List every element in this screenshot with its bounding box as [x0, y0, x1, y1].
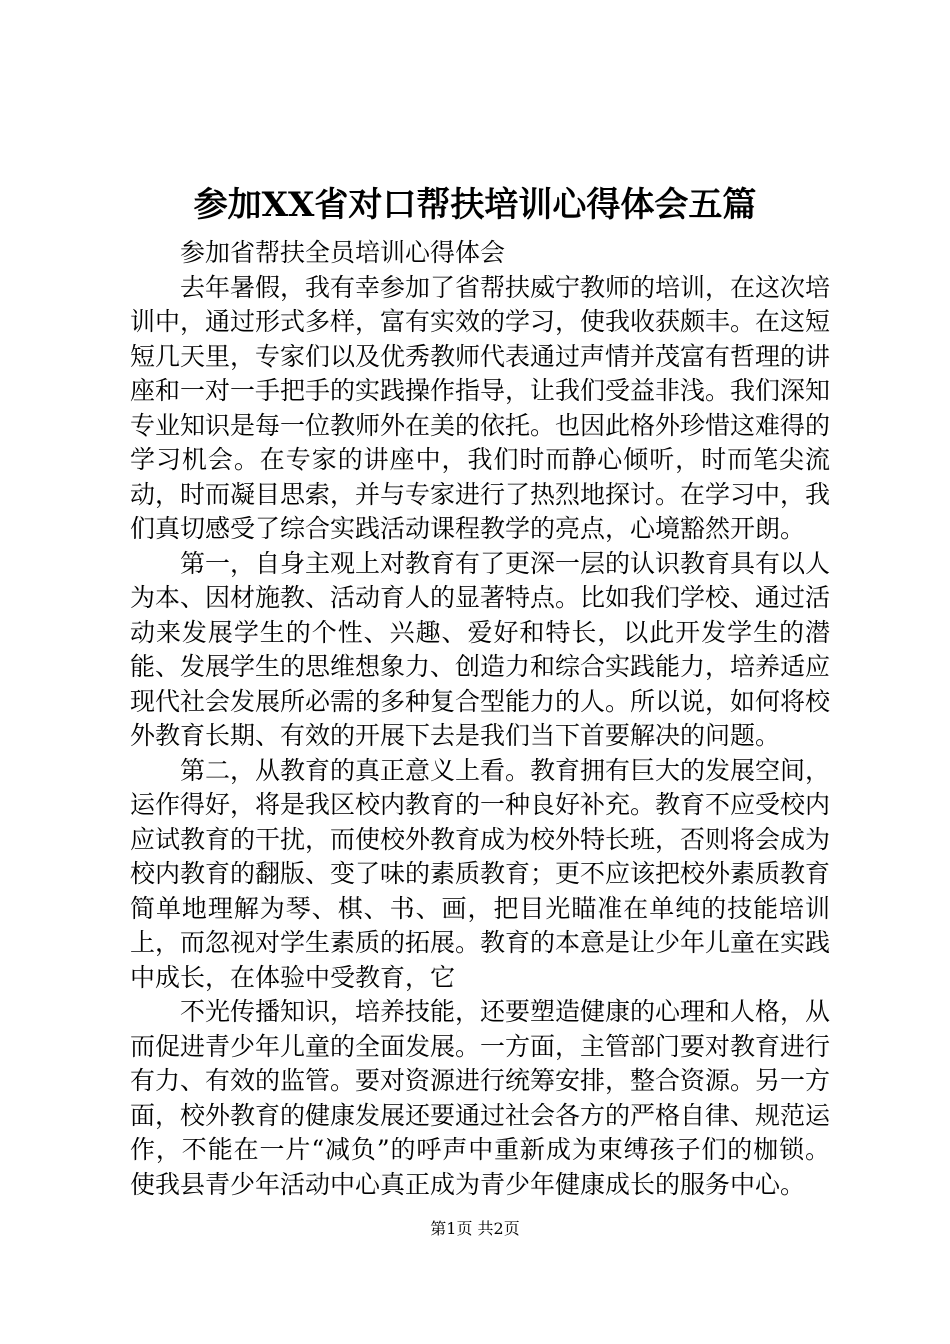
paragraph-3: 第二，从教育的真正意义上看。教育拥有巨大的发展空间，运作得好，将是我区校内教育的一种良好补充。教育不应受校内应试教育的干扰，而使校外教育成为校外特长班，否则将会成为校内教育的翻版、变了味的素质教育；更不应该把校外素质教育简单地理解为琴、棋、书、画，把目光瞄准在单纯的技能培训上，而忽视对学生素质的拓展。教育的本意是让少年儿童在实践中成长，在体验中受教育，它: [130, 755, 831, 992]
subtitle: 参加省帮扶全员培训心得体会: [180, 238, 506, 267]
paragraph-4: 不光传播知识，培养技能，还要塑造健康的心理和人格，从而促进青少年儿童的全面发展。一方面，主管部门要对教育进行有力、有效的监管。要对资源进行统筹安排，整合资源。另一方面，校外教育的健康发展还要通过社会各方的严格自律、规范运作，不能在一片“减负”的呼声中重新成为束缚孩子们的枷锁。使我县青少年活动中心真正成为青少年健康成长的服务中心。: [130, 997, 831, 1199]
paragraph-1: 去年暑假，我有幸参加了省帮扶威宁教师的培训，在这次培训中，通过形式多样，富有实效的学习，使我收获颇丰。在这短短几天里，专家们以及优秀教师代表通过声情并茂富有哲理的讲座和一对一手把手的实践操作指导，让我们受益非浅。我们深知专业知识是每一位教师外在美的依托。也因此格外珍惜这难得的学习机会。在专家的讲座中，我们时而静心倾听，时而笔尖流动，时而凝目思索，并与专家进行了热烈地探讨。在学习中，我们真切感受了综合实践活动课程教学的亮点，心境豁然开朗。: [130, 272, 831, 543]
page-title: 参加XX省对口帮扶培训心得体会五篇: [193, 185, 757, 225]
page-footer: 第1页 共2页: [430, 1219, 520, 1238]
document-body: [130, 236, 830, 1202]
paragraph-2: 第一，自身主观上对教育有了更深一层的认识教育具有以人为本、因材施教、活动育人的显著特点。比如我们学校、通过活动来发展学生的个性、兴趣、爱好和特长，以此开发学生的潜能、发展学生的思维想象力、创造力和综合实践能力，培养适应现代社会发展所必需的多种复合型能力的人。所以说，如何将校外教育长期、有效的开展下去是我们当下首要解决的问题。: [130, 548, 831, 750]
